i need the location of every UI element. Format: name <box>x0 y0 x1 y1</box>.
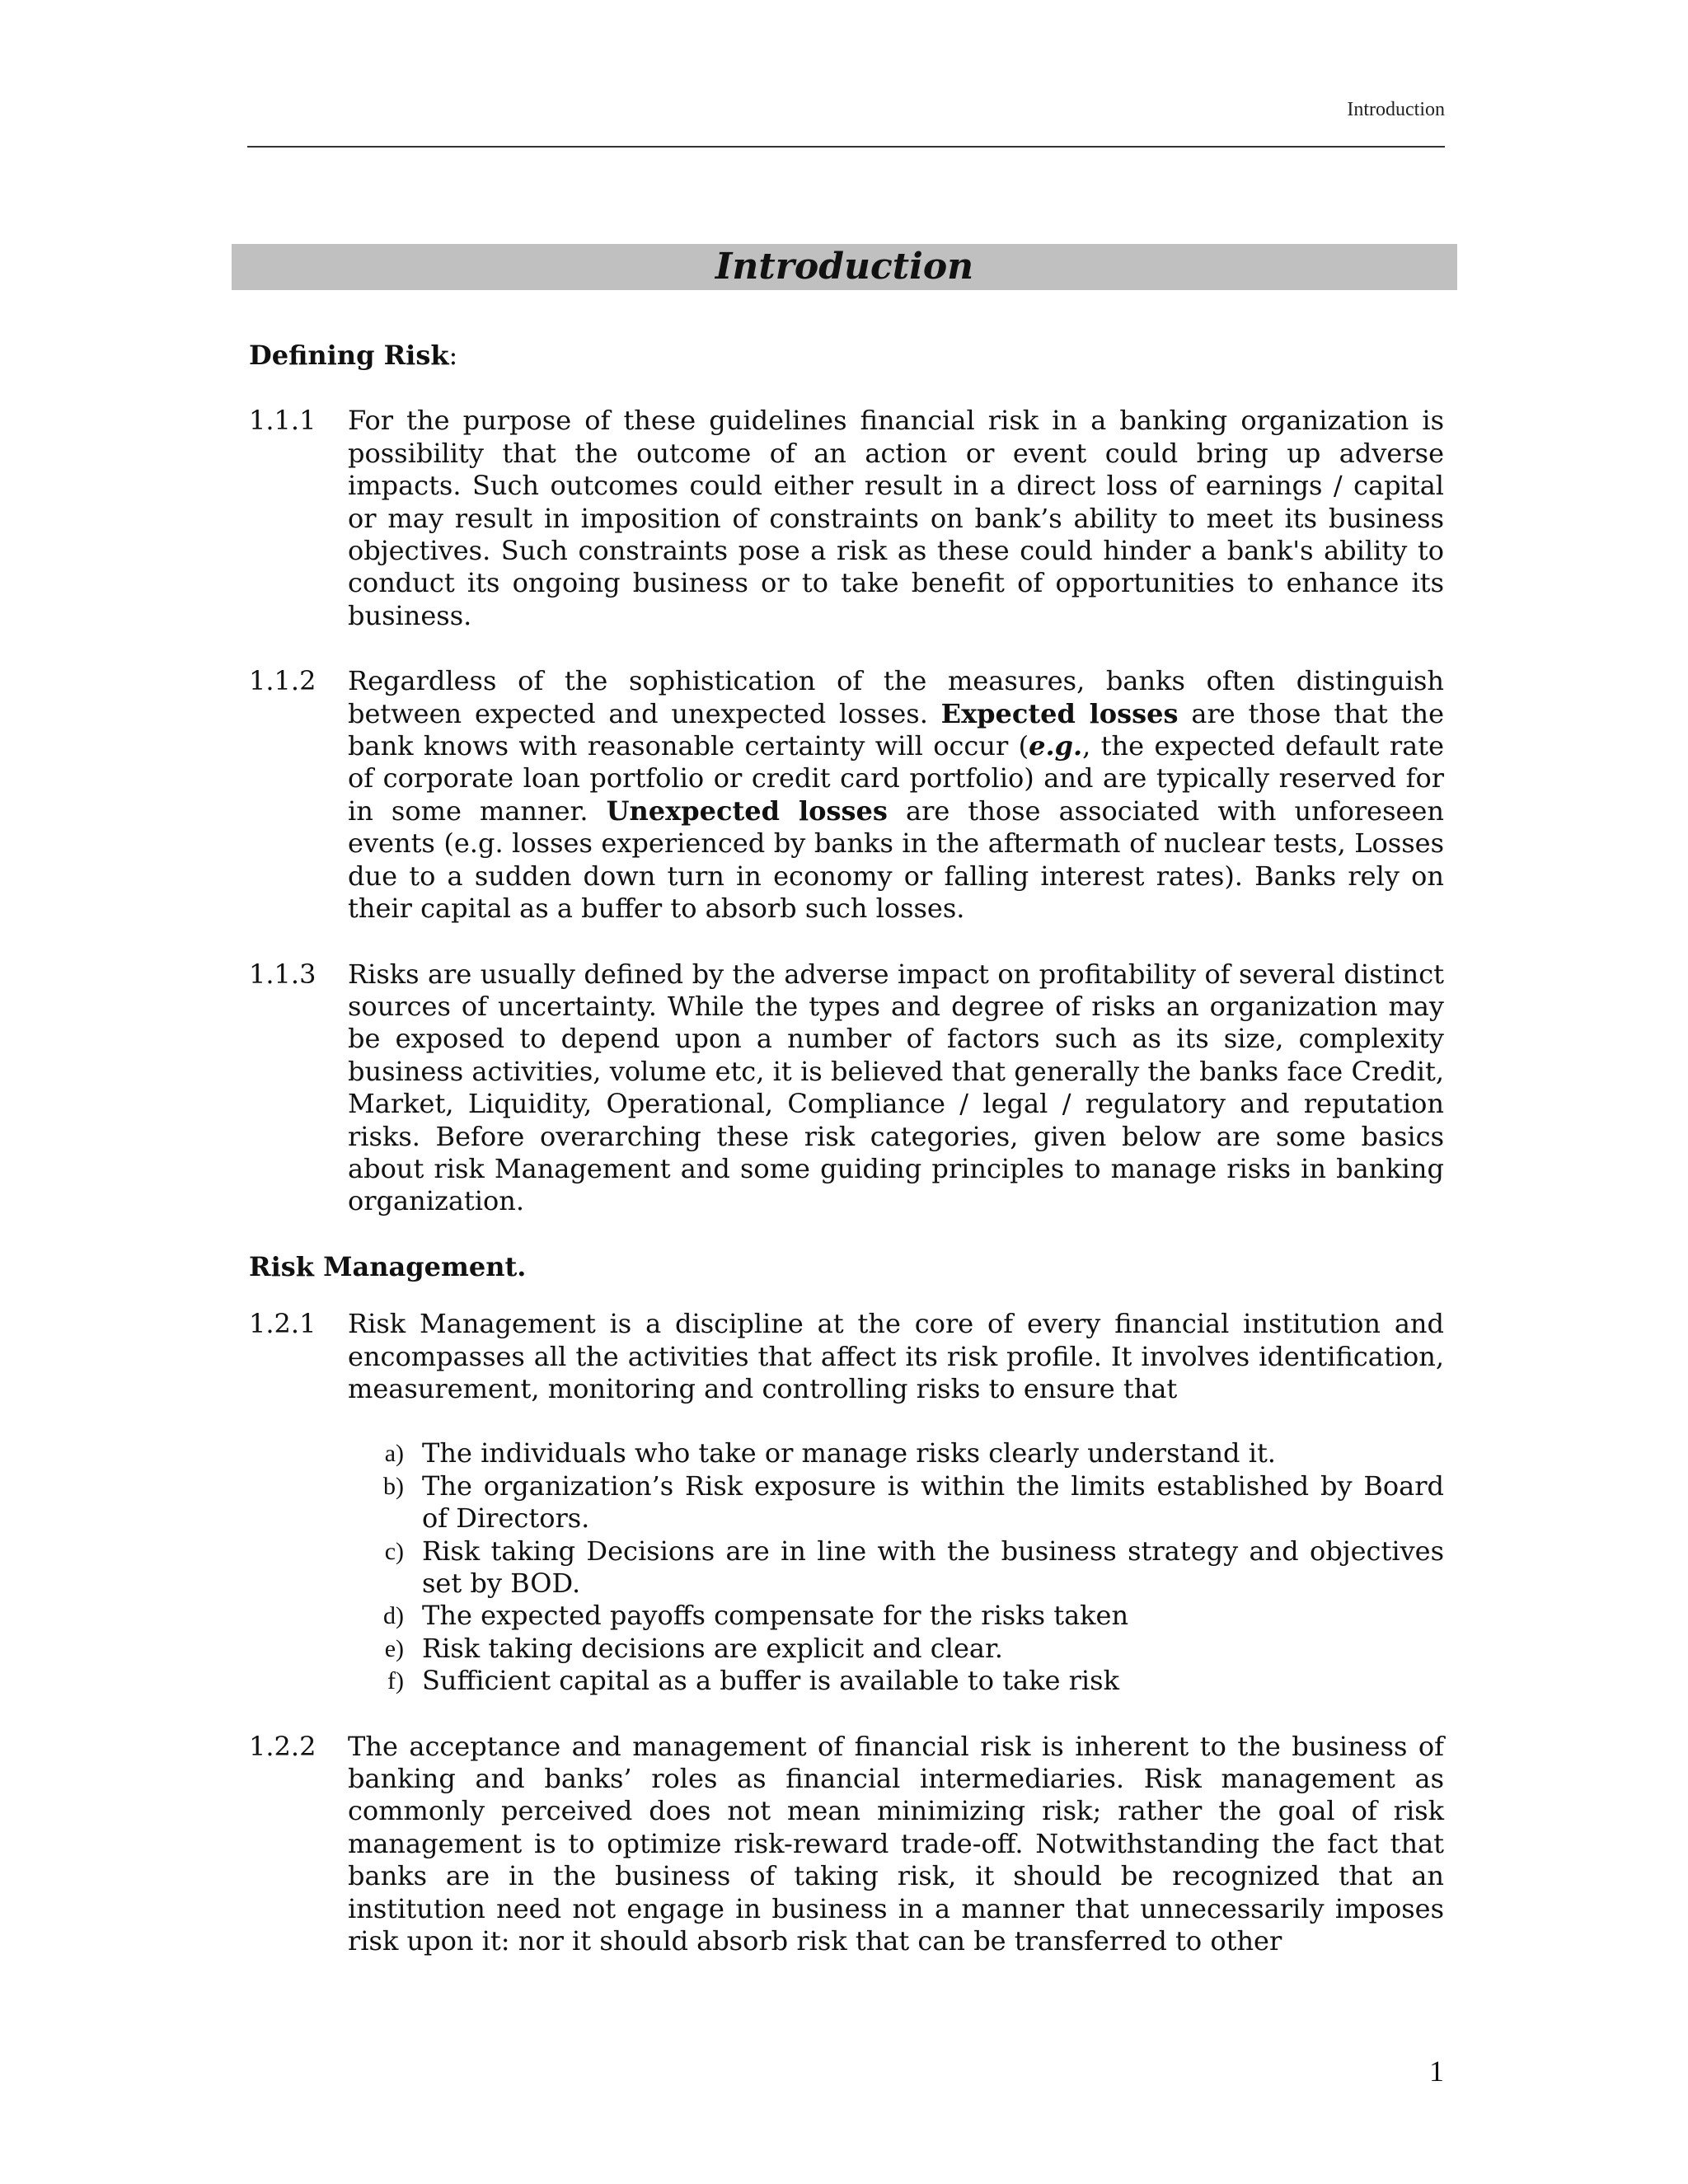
section-heading-defining-risk <box>249 340 1444 372</box>
page-number: 1 <box>1429 2055 1444 2088</box>
paragraph-1-2-1 <box>249 1308 1444 1697</box>
paragraph-number: 1.2.2 <box>249 1730 316 1762</box>
title-band <box>232 244 1457 290</box>
paragraph-text: The acceptance and management of financial risk is inherent to the business of banking and banks’ roles as financial intermediaries. Risk management as commonly perceived does not mean minimizing risk; rather the goal of risk management is to optimize risk-reward trade-off. Notwithstanding the fact that banks are in the business of taking risk, it should be recognized that an institution need not engage in business in a manner that unnecessarily imposes risk upon it: nor it should absorb risk that can be transferred to other <box>348 1730 1444 1957</box>
list-item <box>348 1437 1444 1469</box>
list-item-text: The individuals who take or manage risks clearly understand it. <box>422 1437 1276 1469</box>
list-item <box>348 1470 1444 1535</box>
paragraph-1-1-1 <box>249 405 1444 632</box>
list-marker: d) <box>383 1602 404 1630</box>
paragraph-1-1-2 <box>249 665 1444 925</box>
paragraph-lead-text: Risk Management is a discipline at the core of every financial institution and encompasses all the activities that affect its risk profile. It involves identification, measurement, monitoring and controlling risks to ensure that <box>348 1308 1444 1404</box>
list-item-text: The organization’s Risk exposure is within the limits established by Board of Directors. <box>422 1469 1444 1535</box>
paragraph-text: Risks are usually defined by the adverse impact on profitability of several distinct sources of uncertainty. While the types and degree of risks an organization may be exposed to depend upon a number of factors such as its size, complexity business activities, volume etc, it is believed that generally the banks face Credit, Market, Liquidity, Operational, Compliance / legal / regulatory and reputation risks. Before overarching these risk categories, given below are some basics about risk Management and some guiding principles to manage risks in banking organization. <box>348 958 1444 1217</box>
page-title: Introduction <box>715 246 974 288</box>
paragraph-number: 1.2.1 <box>249 1308 316 1340</box>
list-marker: a) <box>384 1440 404 1468</box>
list-item <box>348 1535 1444 1601</box>
term-eg: e.g. <box>1029 730 1083 762</box>
list-item-text: Risk taking decisions are explicit and clear. <box>422 1632 1003 1664</box>
document-body <box>249 340 1444 1957</box>
list-item <box>348 1633 1444 1665</box>
text-run: , the expected default rate of corporate loan portfolio or credit card portfolio) and are typically reserved for in some manner. <box>348 730 1445 827</box>
paragraph-1-1-3 <box>249 958 1444 1218</box>
term-unexpected-losses: Unexpected losses <box>606 794 888 827</box>
header-divider <box>247 146 1445 148</box>
text-run: are those associated with unforeseen events (e.g. losses experienced by banks in the aftermath of nuclear tests, Losses due to a sudden down turn in economy or falling interest rates). Banks rely on their capital as a buffer to absorb such losses. <box>348 794 1445 925</box>
objectives-list <box>348 1437 1444 1697</box>
text-run: are those that the bank knows with reasonable certainty will occur ( <box>348 697 1445 762</box>
heading-colon: : <box>448 340 458 371</box>
text-run: Regardless of the sophistication of the measures, banks often distinguish between expected and unexpected losses. <box>348 665 1444 729</box>
list-marker: e) <box>384 1634 404 1662</box>
list-marker: f) <box>387 1667 404 1695</box>
paragraph-number: 1.1.2 <box>249 665 316 697</box>
list-marker: c) <box>384 1537 404 1565</box>
section-heading-text: Defining Risk <box>249 340 449 371</box>
paragraph-text: For the purpose of these guidelines financial risk in a banking organization is possibility that the outcome of an action or event could bring up adverse impacts. Such outcomes could either result in a direct loss of earnings / capital or may result in imposition of constraints on bank’s ability to meet its business objectives. Such constraints pose a risk as these could hinder a bank's ability to conduct its ongoing business or to take benefit of opportunities to enhance its business. <box>348 405 1444 631</box>
running-header: Introduction <box>1347 99 1445 120</box>
list-item-text: Sufficient capital as a buffer is available to take risk <box>422 1665 1119 1697</box>
list-item <box>348 1600 1444 1632</box>
paragraph-number: 1.1.3 <box>249 958 316 990</box>
section-heading-risk-management: Risk Management. <box>249 1250 527 1282</box>
list-marker: b) <box>383 1472 404 1500</box>
term-expected-losses: Expected losses <box>940 697 1179 729</box>
list-item-text: The expected payoffs compensate for the risks taken <box>422 1600 1129 1632</box>
paragraph-number: 1.1.1 <box>249 405 316 437</box>
paragraph-text <box>348 1308 1444 1697</box>
list-item-text: Risk taking Decisions are in line with the business strategy and objectives set by BOD. <box>422 1535 1444 1599</box>
list-item <box>348 1665 1444 1697</box>
paragraph-1-2-2 <box>249 1731 1444 1958</box>
paragraph-text <box>348 665 1444 925</box>
